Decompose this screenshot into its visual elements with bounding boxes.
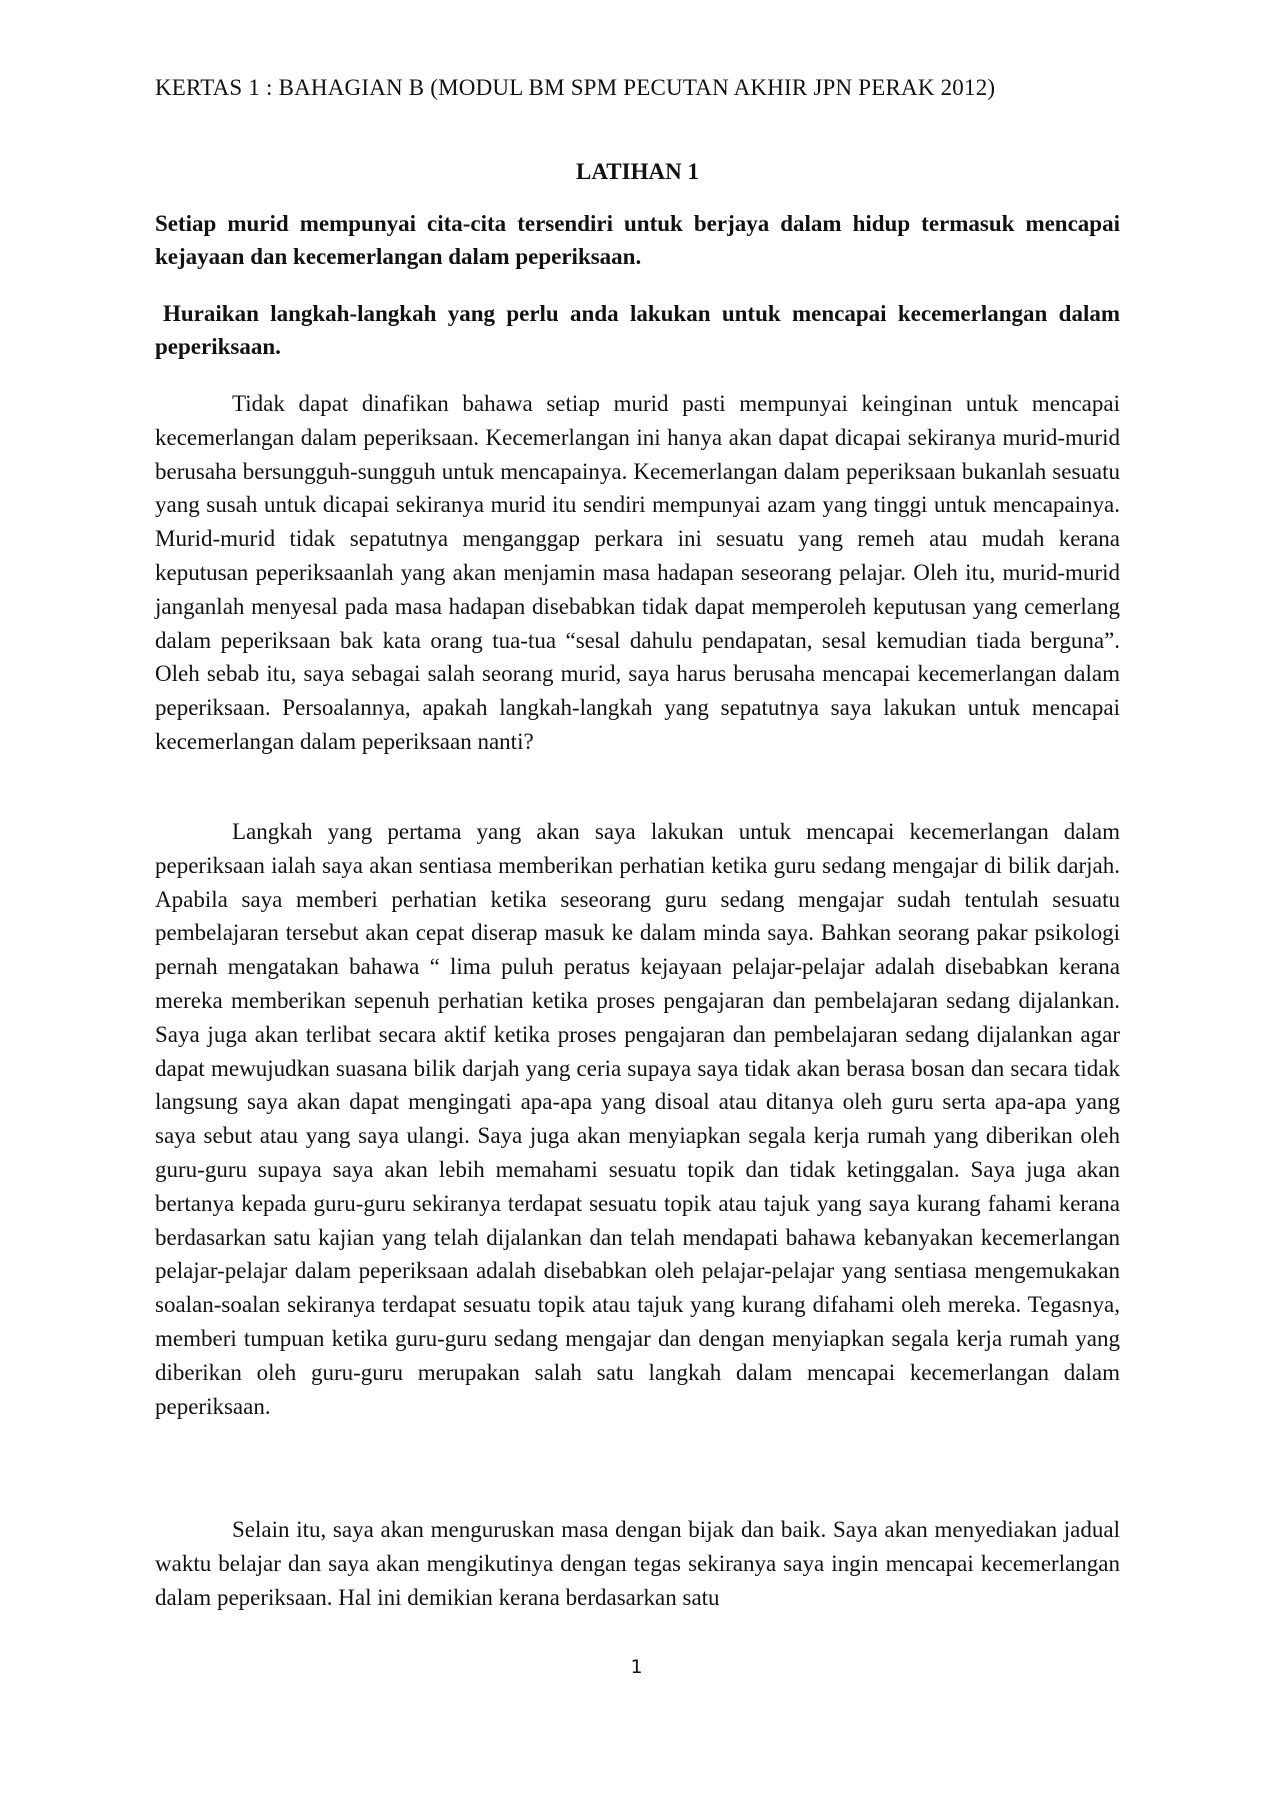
page-number: 1 [630,1656,643,1678]
exercise-title: LATIHAN 1 [576,159,699,184]
essay-paragraph-first-point: Langkah yang pertama yang akan saya lakukan untuk mencapai kecemerlangan dalam peperiksaan ialah saya akan sentiasa memberikan perhatian ketika guru sedang mengajar di bilik darjah. Apabila saya memberi perhatian ketika seseorang guru sedang mengajar sudah tentulah sesuatu pembelajaran tersebut akan cepat diserap masuk ke dalam minda saya. Bahkan seorang pakar psikologi pernah mengatakan bahawa “ lima puluh peratus kejayaan pelajar-pelajar adalah disebabkan kerana mereka memberikan sepenuh perhatian ketika proses pengajaran dan pembelajaran sedang dijalankan. Saya juga akan terlibat secara aktif ketika proses pengajaran dan pembelajaran sedang dijalankan agar dapat mewujudkan suasana bilik darjah yang ceria supaya saya tidak akan berasa bosan dan secara tidak langsung saya akan dapat mengingati apa-apa yang disoal atau ditanya oleh guru serta apa-apa yang saya sebut atau yang saya ulangi. Saya juga akan menyiapkan segala kerja rumah yang diberikan oleh guru-guru supaya saya akan lebih memahami sesuatu topik dan tidak ketinggalan. Saya juga akan bertanya kepada guru-guru sekiranya terdapat sesuatu topik atau tajuk yang saya kurang fahami kerana berdasarkan satu kajian yang telah dijalankan dan telah mendapati bahawa kebanyakan kecemerlangan pelajar-pelajar dalam peperiksaan adalah disebabkan oleh pelajar-pelajar yang sentiasa mengemukakan soalan-soalan sekiranya terdapat sesuatu topik atau tajuk yang kurang difahami oleh mereka. Tegasnya, memberi tumpuan ketika guru-guru sedang mengajar dan dengan menyiapkan segala kerja rumah yang diberikan oleh guru-guru merupakan salah satu langkah dalam mencapai kecemerlangan dalam peperiksaan. [155,819,1120,1419]
page-header: KERTAS 1 : BAHAGIAN B (MODUL BM SPM PECUTAN AKHIR JPN PERAK 2012) [155,75,996,100]
question-statement: Setiap murid mempunyai cita-cita tersendiri untuk berjaya dalam hidup termasuk mencapai kejayaan dan kecemerlangan dalam peperiksaan. [155,211,1120,269]
essay-paragraph-intro: Tidak dapat dinafikan bahawa setiap murid pasti mempunyai keinginan untuk mencapai kecemerlangan dalam peperiksaan. Kecemerlangan ini hanya akan dapat dicapai sekiranya murid-murid berusaha bersungguh-sungguh untuk mencapainya. Kecemerlangan dalam peperiksaan bukanlah sesuatu yang susah untuk dicapai sekiranya murid itu sendiri mempunyai azam yang tinggi untuk mencapainya. Murid-murid tidak sepatutnya menganggap perkara ini sesuatu yang remeh atau mudah kerana keputusan peperiksaanlah yang akan menjamin masa hadapan seseorang pelajar. Oleh itu, murid-murid janganlah menyesal pada masa hadapan disebabkan tidak dapat memperoleh keputusan yang cemerlang dalam peperiksaan bak kata orang tua-tua “sesal dahulu pendapatan, sesal kemudian tiada berguna”. Oleh sebab itu, saya sebagai salah seorang murid, saya harus berusaha mencapai kecemerlangan dalam peperiksaan. Persoalannya, apakah langkah-langkah yang sepatutnya saya lakukan untuk mencapai kecemerlangan dalam peperiksaan nanti? [155,391,1120,754]
question-instruction: Huraikan langkah-langkah yang perlu anda lakukan untuk mencapai kecemerlangan dalam peperiksaan. [155,301,1120,359]
essay-paragraph-second-point: Selain itu, saya akan menguruskan masa dengan bijak dan baik. Saya akan menyediakan jadual waktu belajar dan saya akan mengikutinya dengan tegas sekiranya saya ingin mencapai kecemerlangan dalam peperiksaan. Hal ini demikian kerana berdasarkan satu [155,1517,1120,1610]
